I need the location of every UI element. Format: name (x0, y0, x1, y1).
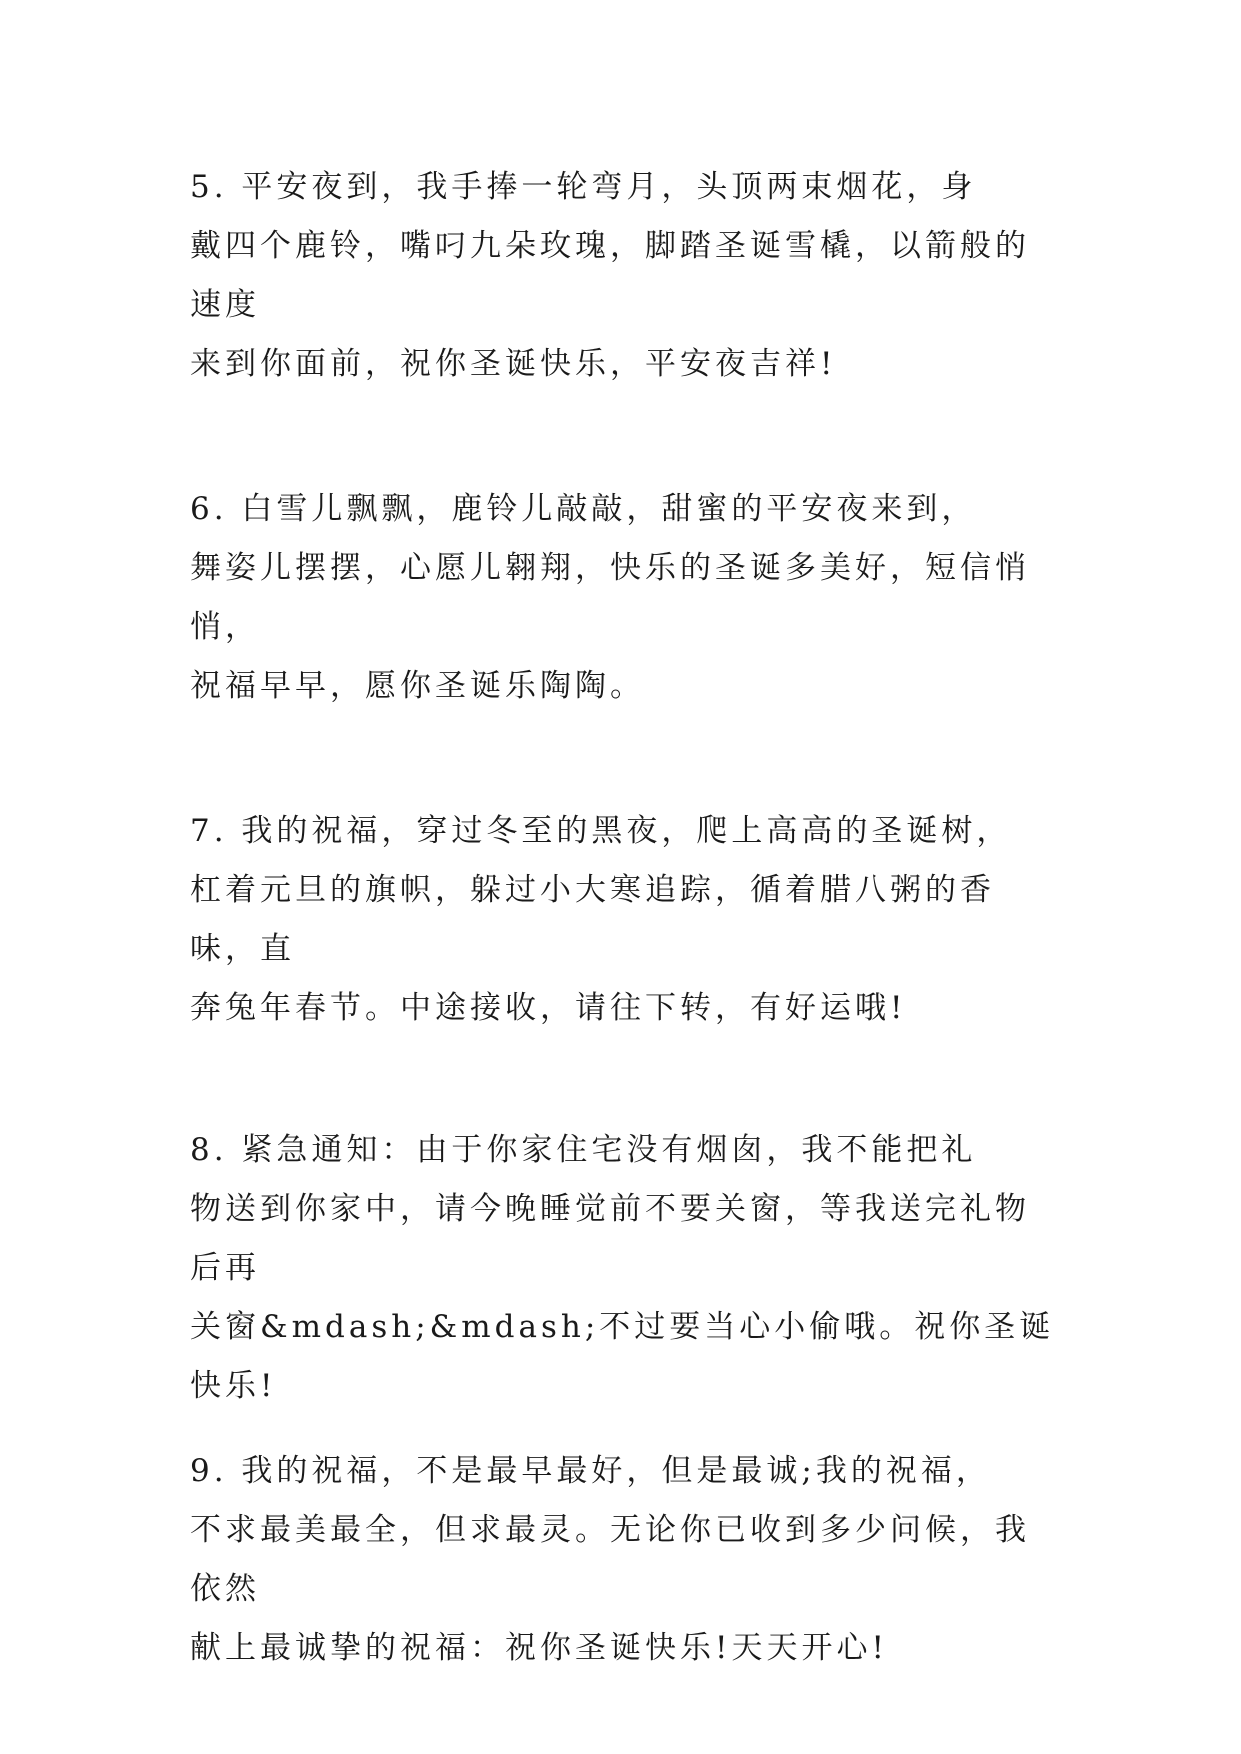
paragraph-7: 7. 我的祝福，穿过冬至的黑夜，爬上高高的圣诞树， 杠着元旦的旗帜，躲过小大寒追踪，循着腊八粥的香味，直 奔兔年春节。中途接收，请往下转，有好运哦! (190, 813, 1012, 1026)
paragraph-5: 5. 平安夜到，我手捧一轮弯月，头顶两束烟花，身 戴四个鹿铃，嘴叼九朵玫瑰，脚踏圣诞雪橇，以箭般的速度 来到你面前，祝你圣诞快乐，平安夜吉祥! (190, 169, 1030, 382)
paragraph-9: 9. 我的祝福，不是最早最好，但是最诚;我的祝福， 不求最美最全，但求最灵。无论你已收到多少问候，我依然 献上最诚挚的祝福：祝你圣诞快乐!天天开心! (190, 1453, 1030, 1666)
paragraph-8: 8. 紧急通知：由于你家住宅没有烟囱，我不能把礼 物送到你家中，请今晚睡觉前不要关窗，等我送完礼物后再 关窗&mdash;&mdash;不过要当心小偷哦。祝你圣诞快乐! (190, 1132, 1055, 1404)
paragraph-6: 6. 白雪儿飘飘，鹿铃儿敲敲，甜蜜的平安夜来到， 舞姿儿摆摆，心愿儿翱翔，快乐的圣诞多美好，短信悄悄， 祝福早早，愿你圣诞乐陶陶。 (190, 491, 1030, 704)
